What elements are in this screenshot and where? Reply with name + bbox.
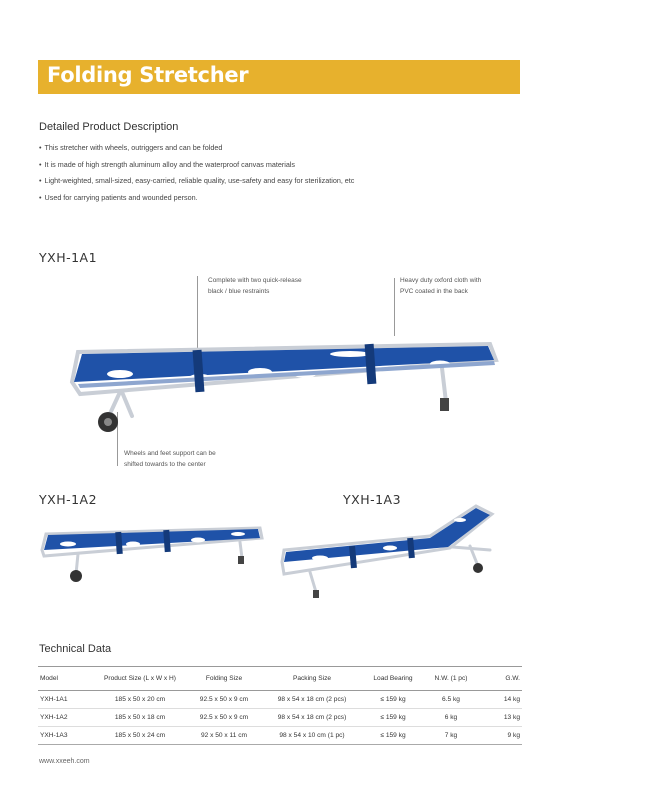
table-cell: 7 kg (422, 727, 480, 745)
table-row (38, 727, 522, 745)
table-cell: 92.5 x 50 x 9 cm (188, 691, 260, 709)
bullet-item: • It is made of high strength aluminum alloy and the waterproof canvas materials (39, 160, 354, 177)
column-header: Model (38, 667, 92, 691)
bullet-item: • Light-weighted, small-sized, easy-carried, reliable quality, use-safety and easy for sterilization, etc (39, 176, 354, 193)
bullet-item: • This stretcher with wheels, outriggers and can be folded (39, 143, 354, 160)
leader-line-cloth (394, 278, 395, 336)
stretcher-1a2-image (38, 520, 263, 585)
column-header: Folding Size (188, 667, 260, 691)
table-cell: 98 x 54 x 18 cm (2 pcs) (260, 691, 364, 709)
table-cell: 6.5 kg (422, 691, 480, 709)
description-heading: Detailed Product Description (39, 121, 179, 133)
table-cell: 14 kg (480, 691, 522, 709)
title-banner (38, 60, 520, 94)
table-header-row (38, 667, 522, 691)
stretcher-1a1-image (60, 330, 500, 440)
model-label-1a2: YXH-1A2 (39, 492, 98, 507)
table-cell: YXH-1A2 (38, 709, 92, 727)
callout-cloth: Heavy duty oxford cloth with PVC coated in the back (400, 277, 482, 295)
table-row (38, 691, 522, 709)
model-label-1a1: YXH-1A1 (39, 250, 98, 265)
bullet-item: • Used for carrying patients and wounded person. (39, 193, 354, 210)
table-cell: 6 kg (422, 709, 480, 727)
table-cell: 13 kg (480, 709, 522, 727)
website-url: www.xxeeh.com (39, 758, 90, 765)
table-cell: YXH-1A3 (38, 727, 92, 745)
column-header: N.W. (1 pc) (422, 667, 480, 691)
technical-data-heading: Technical Data (39, 643, 112, 655)
table-cell: 92 x 50 x 11 cm (188, 727, 260, 745)
callout-wheels: Wheels and feet support can be shifted towards to the center (124, 450, 216, 468)
description-bullet-list (39, 143, 354, 209)
column-header: Load Bearing (364, 667, 422, 691)
table-row (38, 709, 522, 727)
table-cell: 98 x 54 x 10 cm (1 pc) (260, 727, 364, 745)
table-cell: ≤ 159 kg (364, 727, 422, 745)
table-cell: 9 kg (480, 727, 522, 745)
page-title: Folding Stretcher (47, 63, 249, 87)
column-header: G.W. (480, 667, 522, 691)
table-cell: 185 x 50 x 20 cm (92, 691, 188, 709)
table-cell: 185 x 50 x 18 cm (92, 709, 188, 727)
table-cell: YXH-1A1 (38, 691, 92, 709)
table-cell: 92.5 x 50 x 9 cm (188, 709, 260, 727)
table-cell: ≤ 159 kg (364, 691, 422, 709)
stretcher-1a3-image (280, 500, 495, 600)
table-cell: 98 x 54 x 18 cm (2 pcs) (260, 709, 364, 727)
column-header: Product Size (L x W x H) (92, 667, 188, 691)
table-cell: ≤ 159 kg (364, 709, 422, 727)
table-cell: 185 x 50 x 24 cm (92, 727, 188, 745)
callout-restraints: Complete with two quick-release black / blue restraints (208, 277, 302, 295)
model-label-1a3: YXH-1A3 (343, 492, 402, 507)
column-header: Packing Size (260, 667, 364, 691)
technical-data-table (38, 666, 522, 745)
